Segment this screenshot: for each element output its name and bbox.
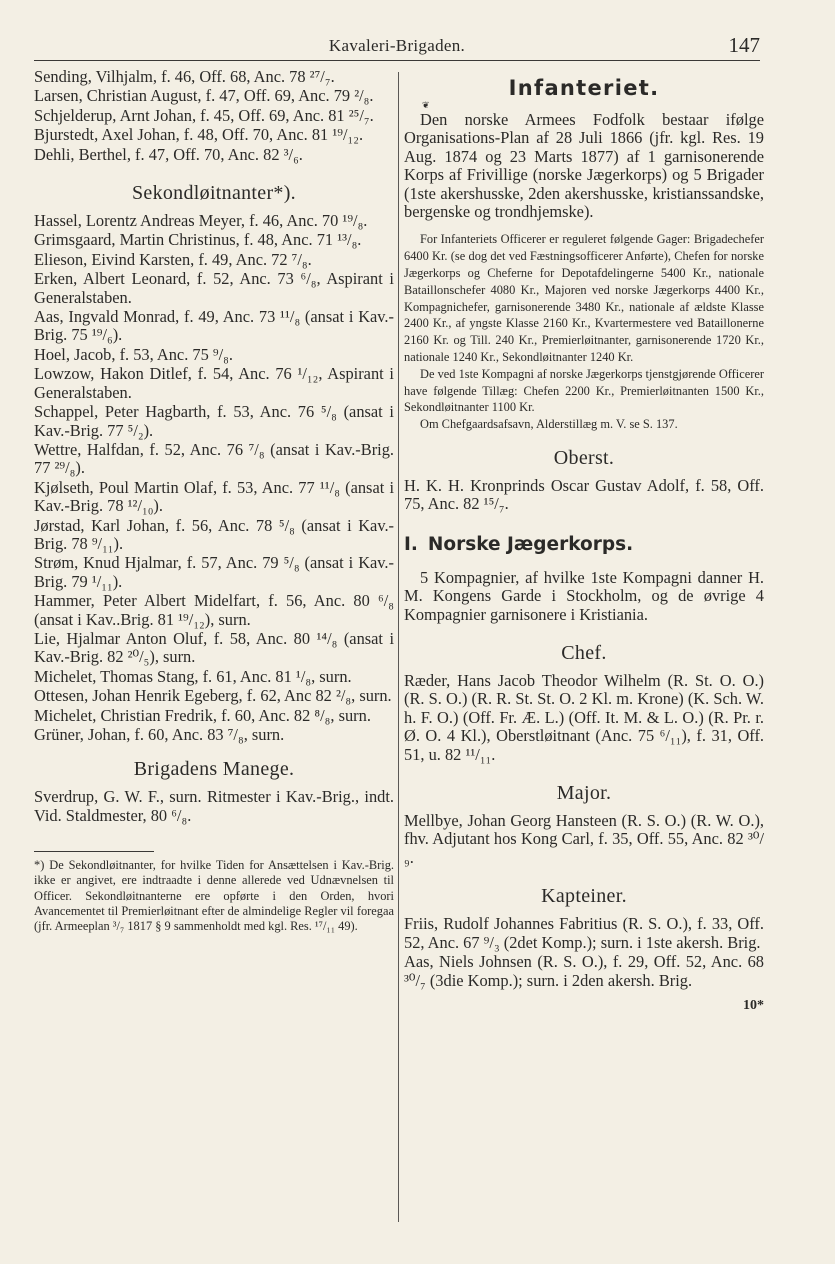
leaf-ornament-icon: ❦: [422, 100, 430, 110]
officer-entry: Hoel, Jacob, f. 53, Anc. 75 ⁹/₈.: [34, 344, 233, 364]
officer-entry: Kjølseth, Poul Martin Olaf, f. 53, Anc. 77 ¹¹/₈ (ansat i Kav.-Brig. 78 ¹²/₁₀).: [34, 477, 394, 516]
footnote: *) De Sekondløitnanter, for hvilke Tiden for Ansættelsen i Kav.-Brig. ikke er angivet, ere indtraadte i denne allerede ved Udnævnelsen til Officer. Sekondløitnanterne ere opførte i den Orden, hvori Avancementet til Premierløitnant efter de almindelige Regler vil foregaa (jfr. Armeeplan ³/₇ 1817 § 9 sammenholdt med kgl. Res. ¹⁷/₁₁ 49).: [34, 858, 394, 934]
officer-entry: Jørstad, Karl Johan, f. 56, Anc. 78 ⁵/₈ (ansat i Kav.-Brig. 78 ⁹/₁₁).: [34, 515, 394, 553]
officer-entry: Ræder, Hans Jacob Theodor Wilhelm (R. St. O. O.) (R. S. O.) (R. R. St. St. O. 2 Kl. m. Krone) (K. Sch. W. h. F. O.) (Off. Fr. Æ. L.) (Off. It. M. & L. O.) (R. Pr. r. Ø. O. 4 Kl.), Oberstløitnant (Anc. 75 ⁶/₁₁), f. 31, Off. 51, u. 82 ¹¹/₁₁.: [404, 671, 764, 764]
officer-entry: Grimsgaard, Martin Christinus, f. 48, Anc. 71 ¹³/₈.: [34, 230, 362, 250]
section-heading-chef: Chef.: [561, 642, 607, 665]
officer-entry: Schjelderup, Arnt Johan, f. 45, Off. 69, Anc. 81 ²⁵/₇.: [34, 105, 374, 125]
officer-entry: Bjurstedt, Axel Johan, f. 48, Off. 70, Anc. 81 ¹⁹/₁₂.: [34, 125, 364, 145]
page-number: 147: [728, 33, 760, 57]
column-divider: [398, 72, 399, 1222]
officer-entry: Grüner, Johan, f. 60, Anc. 83 ⁷/₈, surn.: [34, 725, 285, 744]
officer-entry: Sending, Vilhjalm, f. 46, Off. 68, Anc. 78 ²⁷/₇.: [34, 67, 335, 86]
tillaeg-paragraph: De ved 1ste Kompagni af norske Jægerkorps tjenstgjørende Officerer have følgende Tillæg: Chefen 2200 Kr., Premierløitnanten 1500 Kr., Sekondløitnanter 1100 Kr.: [404, 366, 764, 415]
running-title: Kavaleri-Brigaden.: [328, 36, 466, 55]
section-number: I.: [404, 533, 418, 555]
officer-entry: Dehli, Berthel, f. 47, Off. 70, Anc. 82 ³/₆.: [34, 144, 303, 164]
section-heading-norske-jaegerkorps: [404, 534, 764, 555]
officer-entry: Aas, Niels Johnsen (R. S. O.), f. 29, Off. 52, Anc. 68 ³⁰/₇ (3die Komp.); surn. i 2den akersh. Brig.: [404, 952, 764, 990]
section-heading-sekondloitnanter: Sekondløitnanter*).: [131, 182, 296, 205]
section-heading-major: Major.: [556, 782, 612, 805]
officer-entry: Larsen, Christian August, f. 47, Off. 69, Anc. 79 ²/₈.: [34, 86, 374, 106]
signature-mark: 10*: [743, 997, 764, 1013]
officer-entry: H. K. H. Kronprinds Oscar Gustav Adolf, f. 58, Off. 75, Anc. 82 ¹⁵/₇.: [404, 476, 764, 514]
officer-entry: Michelet, Thomas Stang, f. 61, Anc. 81 ¹/₈, surn.: [34, 666, 352, 686]
officer-entry: Aas, Ingvald Monrad, f. 49, Anc. 73 ¹¹/₈ (ansat i Kav.-Brig. 75 ¹⁹/₆).: [34, 307, 394, 345]
officer-entry: Strøm, Knud Hjalmar, f. 57, Anc. 79 ⁵/₈ (ansat i Kav.-Brig. 79 ¹/₁₁).: [34, 553, 394, 591]
section-heading-kapteiner: Kapteiner.: [541, 885, 627, 908]
section-heading-oberst: Oberst.: [553, 447, 615, 469]
officer-entry: Hassel, Lorentz Andreas Meyer, f. 46, Anc. 70 ¹⁹/₈.: [34, 211, 368, 231]
officer-entry: Friis, Rudolf Johannes Fabritius (R. S. O.), f. 33, Off. 52, Anc. 67 ⁹/₃ (2det Komp.); surn. i 1ste akersh. Brig.: [404, 914, 764, 952]
officer-entry: Erken, Albert Leonard, f. 52, Anc. 73 ⁶/₈, Aspirant i Generalstaben.: [34, 269, 394, 307]
officer-entry: Lie, Hjalmar Anton Oluf, f. 58, Anc. 80 ¹⁴/₈ (ansat i Kav.-Brig. 82 ²⁰/₅), surn.: [34, 628, 394, 667]
section-heading-infanteriet: Infanteriet.: [508, 76, 660, 100]
section-heading-manege: Brigadens Manege.: [133, 758, 295, 781]
officer-entry: Sverdrup, G. W. F., surn. Ritmester i Kav.-Brig., indt. Vid. Staldmester, 80 ⁶/₈.: [34, 787, 394, 825]
left-column: [34, 68, 394, 934]
footnote-rule: [34, 851, 154, 852]
officer-entry: Michelet, Christian Fredrik, f. 60, Anc. 82 ⁸/₈, surn.: [34, 705, 371, 725]
officer-entry: Hammer, Peter Albert Midelfart, f. 56, Anc. 80 ⁶/₈ (ansat i Kav..Brig. 81 ¹⁹/₁₂), surn.: [34, 591, 394, 629]
header-rule: [34, 60, 760, 61]
officer-entry: Lowzow, Hakon Ditlef, f. 54, Anc. 76 ¹/₁₂, Aspirant i Generalstaben.: [34, 364, 394, 402]
gager-paragraph: For Infanteriets Officerer er reguleret følgende Gager: Brigadechefer 6400 Kr. (se dog det ved Fæstningsofficerer Anførte), Chefen for norske Jægerkorps og Cheferne for Depotafdelingerne 5400 Kr., nationale Bataillonschefer 4080 Kr., Majoren ved norske Jægerkorps 4400 Kr., Kompagnichefer, garnisonerende 3480 Kr., nationale af ældste Klasse 2400 Kr., af yngste Klasse 2160 Kr., Kvartermestere ved Bataillonerne 2160 Kr. og Till. 240 Kr., Premierløitnanter, garnisonerende 1720 Kr., nationale 1240 Kr., Sekondløitnanter 1240 Kr.: [404, 232, 764, 365]
right-column: [404, 68, 764, 1014]
chefgaard-note: Om Chefgaardsafsavn, Alderstillæg m. V. se S. 137.: [420, 417, 678, 432]
officer-entry: Mellbye, Johan Georg Hansteen (R. S. O.) (R. W. O.), fhv. Adjutant hos Kong Carl, f. 35, Off. 55, Anc. 82 ³⁰/₉.: [404, 811, 764, 867]
section-title: Norske Jægerkorps.: [427, 533, 634, 555]
officer-entry: Ottesen, Johan Henrik Egeberg, f. 62, Anc 82 ²/₈, surn.: [34, 686, 392, 706]
intro-paragraph: Den norske Armees Fodfolk bestaar ifølge Organisations-Plan af 28 Juli 1866 (jfr. kgl. Res. 19 Aug. 1874 og 23 Marts 1877) af 1 garnisonerende Korps af Frivillige (norske Jægerkorps) og 5 Brigader (1ste akershusske, 2den akershusske, kristianssandske, bergenske og trondhjemske).: [404, 110, 764, 222]
officer-entry: Elieson, Eivind Karsten, f. 49, Anc. 72 ⁷/₈.: [34, 249, 312, 269]
officer-entry: Wettre, Halfdan, f. 52, Anc. 76 ⁷/₈ (ansat i Kav.-Brig. 77 ²⁹/₈).: [34, 439, 394, 478]
officer-entry: Schappel, Peter Hagbarth, f. 53, Anc. 76 ⁵/₈ (ansat i Kav.-Brig. 77 ⁵/₂).: [34, 402, 394, 440]
running-header: [34, 30, 760, 60]
korps-paragraph: 5 Kompagnier, af hvilke 1ste Kompagni danner H. M. Kongens Garde i Stockholm, og de øvrige 4 Kompagnier garnisonere i Kristiania.: [404, 567, 764, 624]
